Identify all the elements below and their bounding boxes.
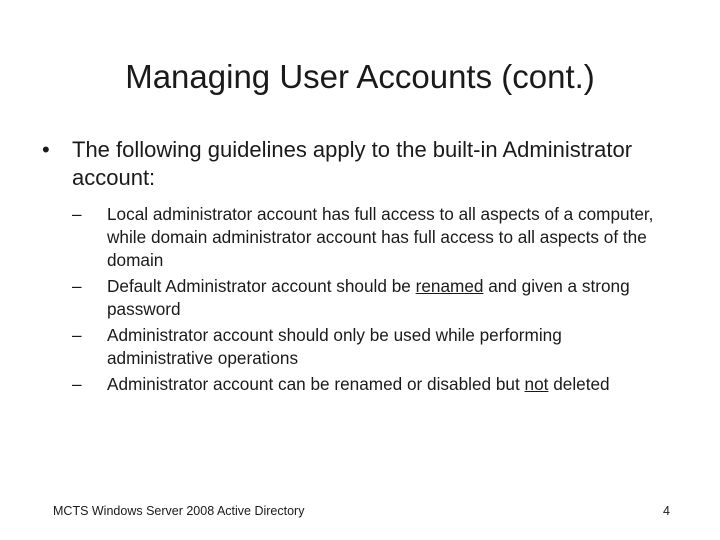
dash-marker: – [72,276,82,296]
sub-bullet-item [72,373,672,396]
sub-bullet-text-start: Default Administrator account should be [107,276,416,296]
dash-marker: – [72,374,82,394]
sub-bullet-text-end: deleted [548,374,610,394]
sub-bullet-text-start: Administrator account can be renamed or disabled but [107,374,525,394]
bullet-text: The following guidelines apply to the built-in Administrator account: [72,137,633,190]
slide-number: 4 [663,504,670,518]
sub-bullet-text: Administrator account should only be used while performing administrative operations [107,325,562,368]
sub-bullet-text [107,275,672,321]
sub-bullet-text-end: and given a strong password [107,276,630,319]
dash-marker: – [72,204,82,224]
underlined-emphasis: renamed [415,276,484,296]
slide-title: Managing User Accounts (cont.) [125,58,595,95]
bullet-marker: • [42,137,50,162]
sub-bullet-item [72,203,672,272]
main-bullet [42,136,662,192]
dash-marker: – [72,325,82,345]
footer-course-title: MCTS Windows Server 2008 Active Directory [53,504,305,518]
sub-bullet-text [107,373,672,396]
sub-bullet-text: Local administrator account has full access to all aspects of a computer, while domain administrator account has full access to all aspects of the domain [107,204,654,270]
sub-bullet-item [72,324,672,370]
sub-bullet-list [72,203,672,399]
sub-bullet-item [72,275,672,321]
underlined-emphasis: not [524,374,549,394]
